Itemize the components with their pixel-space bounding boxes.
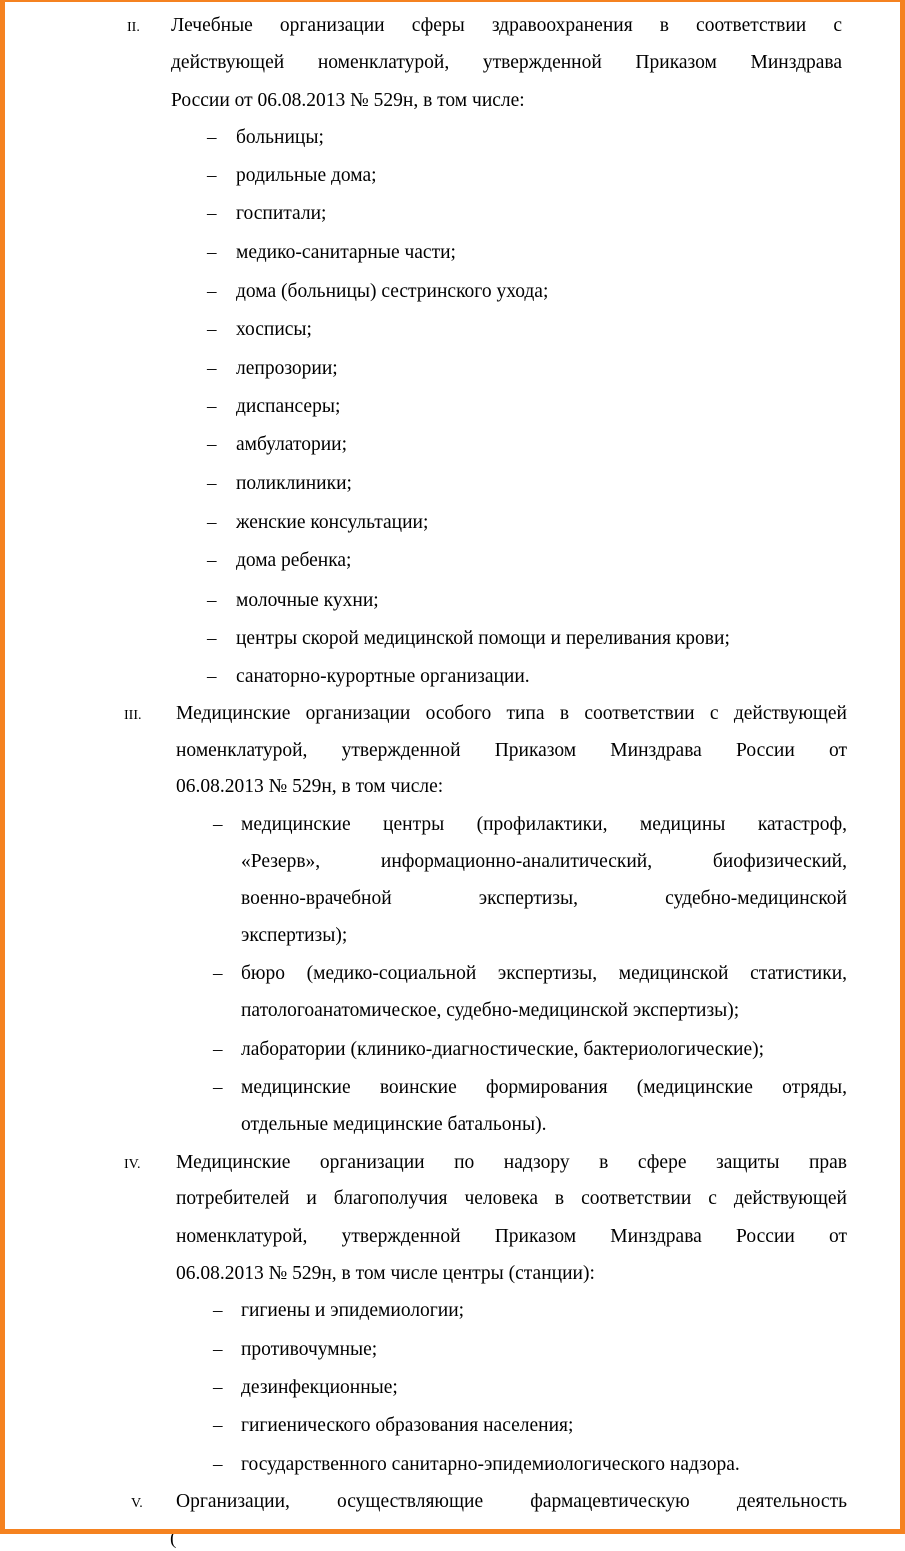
- list-item-line: экспертизы);: [241, 925, 348, 946]
- list-item-line: госпитали;: [236, 203, 327, 224]
- list-item-line: женские консультации;: [236, 512, 429, 533]
- list-bullet-dash: –: [213, 1377, 223, 1398]
- list-bullet-dash: –: [213, 1300, 223, 1321]
- list-item-line: центры скорой медицинской помощи и переливания крови;: [236, 628, 730, 649]
- list-item-line: дома ребенка;: [236, 550, 352, 571]
- section-numeral: III.: [124, 708, 142, 723]
- section-numeral: IV.: [124, 1157, 141, 1172]
- list-item-line: патологоанатомическое, судебно-медицинской экспертизы);: [241, 1000, 740, 1021]
- list-item-line: медико-санитарные части;: [236, 242, 456, 263]
- list-item-line: лепрозории;: [236, 358, 338, 379]
- list-item-line: санаторно-курортные организации.: [236, 666, 530, 687]
- list-bullet-dash: –: [207, 203, 217, 224]
- list-item-line: государственного санитарно-эпидемиологического надзора.: [241, 1454, 740, 1475]
- list-bullet-dash: –: [207, 473, 217, 494]
- section-numeral: V.: [131, 1496, 143, 1511]
- list-item-line: «Резерв», информационно-аналитический, биофизический,: [241, 851, 847, 872]
- list-item-line: амбулатории;: [236, 434, 348, 455]
- list-item-line: поликлиники;: [236, 473, 352, 494]
- section-heading-line: Медицинские организации особого типа в соответствии с действующей: [176, 703, 847, 724]
- section-heading-line: потребителей и благополучия человека в соответствии с действующей: [176, 1188, 847, 1209]
- list-bullet-dash: –: [207, 242, 217, 263]
- section-heading-line: номенклатурой, утвержденной Приказом Минздрава России от: [176, 1226, 847, 1247]
- list-bullet-dash: –: [213, 1454, 223, 1475]
- list-item-line: лаборатории (клинико-диагностические, бактериологические);: [241, 1039, 765, 1060]
- list-bullet-dash: –: [213, 1339, 223, 1360]
- list-bullet-dash: –: [207, 550, 217, 571]
- section-heading-line: действующей номенклатурой, утвержденной Приказом Минздрава: [171, 52, 842, 73]
- list-item-line: медицинские центры (профилактики, медицины катастроф,: [241, 814, 847, 835]
- list-bullet-dash: –: [207, 512, 217, 533]
- list-item-line: противочумные;: [241, 1339, 378, 1360]
- list-bullet-dash: –: [207, 628, 217, 649]
- list-bullet-dash: –: [213, 814, 223, 835]
- list-item-line: гигиенического образования населения;: [241, 1415, 574, 1436]
- list-bullet-dash: –: [207, 358, 217, 379]
- list-bullet-dash: –: [207, 127, 217, 148]
- section-heading-line: Организации, осуществляющие фармацевтическую деятельность: [176, 1491, 847, 1512]
- list-bullet-dash: –: [207, 590, 217, 611]
- section-numeral: II.: [127, 20, 140, 35]
- list-item-line: отдельные медицинские батальоны).: [241, 1114, 547, 1135]
- list-bullet-dash: –: [207, 396, 217, 417]
- list-bullet-dash: –: [207, 319, 217, 340]
- list-bullet-dash: –: [207, 281, 217, 302]
- list-item-line: хосписы;: [236, 319, 312, 340]
- section-heading-line: Лечебные организации сферы здравоохранения в соответствии с: [171, 15, 842, 36]
- list-item-line: дома (больницы) сестринского ухода;: [236, 281, 549, 302]
- list-item-line: бюро (медико-социальной экспертизы, медицинской статистики,: [241, 963, 847, 984]
- section-heading-line: России от 06.08.2013 № 529н, в том числе:: [171, 90, 525, 111]
- list-item-line: молочные кухни;: [236, 590, 379, 611]
- list-bullet-dash: –: [207, 434, 217, 455]
- section-heading-line: Медицинские организации по надзору в сфере защиты прав: [176, 1152, 847, 1173]
- list-bullet-dash: –: [207, 165, 217, 186]
- list-item-line: диспансеры;: [236, 396, 341, 417]
- list-item-line: военно-врачебной экспертизы, судебно-медицинской: [241, 888, 847, 909]
- list-bullet-dash: –: [213, 1077, 223, 1098]
- list-item-line: медицинские воинские формирования (медицинские отряды,: [241, 1077, 847, 1098]
- list-item-line: дезинфекционные;: [241, 1377, 398, 1398]
- list-bullet-dash: –: [213, 1039, 223, 1060]
- truncated-line-fragment: (: [170, 1528, 177, 1549]
- section-heading-line: номенклатурой, утвержденной Приказом Минздрава России от: [176, 740, 847, 761]
- list-bullet-dash: –: [213, 963, 223, 984]
- list-bullet-dash: –: [213, 1415, 223, 1436]
- list-bullet-dash: –: [207, 666, 217, 687]
- list-item-line: больницы;: [236, 127, 324, 148]
- list-item-line: гигиены и эпидемиологии;: [241, 1300, 465, 1321]
- section-heading-line: 06.08.2013 № 529н, в том числе:: [176, 776, 444, 797]
- list-item-line: родильные дома;: [236, 165, 377, 186]
- section-heading-line: 06.08.2013 № 529н, в том числе центры (станции):: [176, 1263, 595, 1284]
